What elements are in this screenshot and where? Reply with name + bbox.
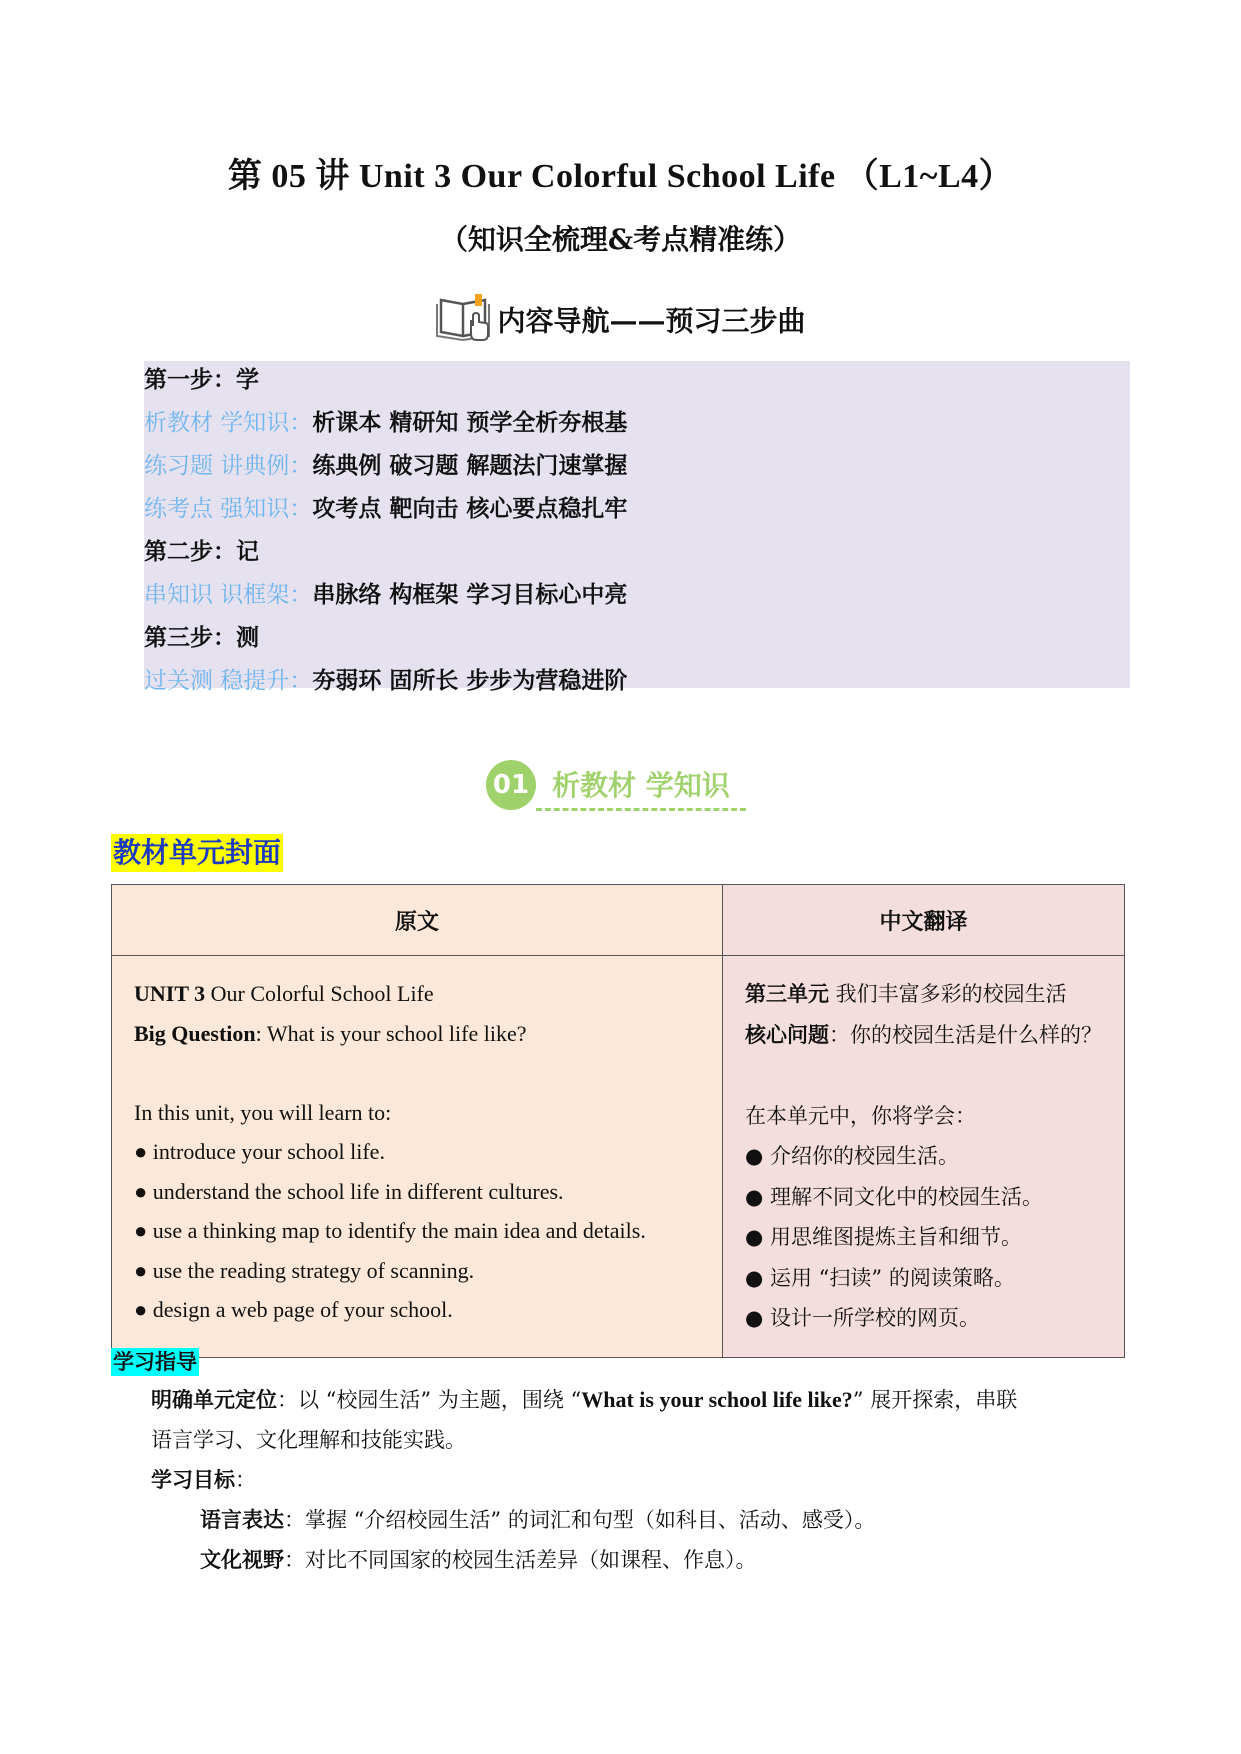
content-navigation-heading [0,290,1241,349]
unit-line-en: UNIT 3 Our Colorful School Life [134,981,434,1006]
goal-culture: 文化视野：对比不同国家的校园生活差异（如课程、作息）。 [200,1548,757,1572]
step-1-item-2: 练习题 讲典例：练典例 破习题 解题法门速掌握 [144,453,628,479]
bullet-en-5: ● design a web page of your school. [134,1297,453,1322]
bullet-en-3: ● use a thinking map to identify the main idea and details. [134,1218,646,1243]
step-1-item-3: 练考点 强知识：攻考点 靶向击 核心要点稳扎牢 [144,496,628,522]
goal-language: 语言表达：掌握 “介绍校园生活” 的词汇和句型（如科目、活动、感受）。 [200,1508,876,1532]
bullet-en-1: ● introduce your school life. [134,1139,385,1164]
section-01-badge [486,756,756,816]
section-title: 析教材 学知识 [552,769,730,802]
step-1-heading: 第一步：学 [144,367,259,393]
bullet-en-4: ● use the reading strategy of scanning. [134,1257,475,1283]
bullet-zh-3: ● 用思维图提炼主旨和细节。 [745,1225,1022,1249]
step-2-item-1: 串知识 识框架：串脉络 构框架 学习目标心中亮 [144,582,628,608]
learning-goals-label: 学习目标： [151,1468,256,1492]
blank-line [745,1055,1102,1096]
big-question-en: Big Question: What is your school life like? [134,1020,527,1046]
intro-en: In this unit, you will learn to: [134,1099,392,1125]
unit-cover-table [111,884,1125,1358]
cover-heading: 教材单元封面 [111,834,283,872]
lesson-title: 第 05 讲 Unit 3 Our Colorful School Life （L1~L4） [227,158,1014,195]
step-3-item-1: 过关测 稳提升：夯弱环 固所长 步步为营稳进阶 [144,668,628,694]
nav-title: 内容导航——预习三步曲 [497,304,806,338]
original-text-cell [112,956,723,1358]
bullet-zh-1: ● 介绍你的校园生活。 [745,1144,959,1168]
blank-line [134,1053,700,1093]
bullet-en-2: ● understand the school life in different cultures. [134,1178,564,1204]
unit-line-zh: 第三单元 我们丰富多彩的校园生活 [745,981,1067,1006]
step-2-heading: 第二步：记 [144,539,259,565]
header-original: 原文 [112,885,723,956]
header-translation: 中文翻译 [723,885,1125,956]
unit-positioning-line-1: 明确单元定位：以 “校园生活” 为主题，围绕 “What is your school life like?” 展开探索，串联 [151,1387,1018,1412]
section-underline [536,808,746,811]
bullet-zh-4: ● 运用 “扫读” 的阅读策略。 [745,1265,1015,1290]
big-question-zh: 核心问题：你的校园生活是什么样的？ [745,1021,1102,1047]
unit-positioning-line-2: 语言学习、文化理解和技能实践。 [151,1428,466,1452]
step-3-heading: 第三步：测 [144,625,259,651]
translation-text-cell [723,956,1125,1358]
bullet-zh-2: ● 理解不同文化中的校园生活。 [745,1184,1043,1209]
lesson-subtitle: （知识全梳理&考点精准练） [439,223,802,256]
step-1-item-1: 析教材 学知识：析课本 精研知 预学全析夯根基 [144,410,628,436]
bullet-zh-5: ● 设计一所学校的网页。 [745,1306,980,1330]
study-guide-heading: 学习指导 [113,1350,197,1374]
intro-zh: 在本单元中，你将学会： [745,1103,976,1128]
book-pointer-icon [435,290,495,349]
section-number: 01 [486,760,536,810]
preview-steps-box [144,361,1130,694]
